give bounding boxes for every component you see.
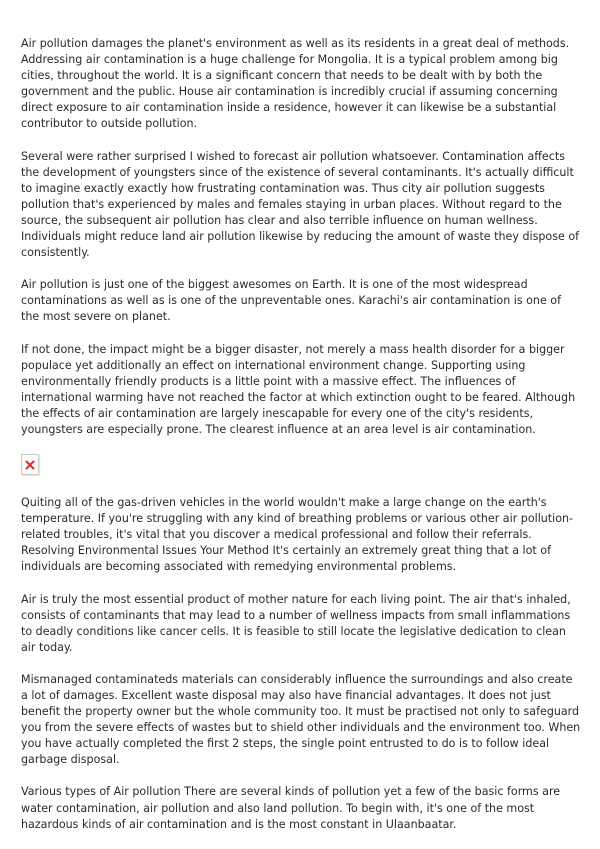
paragraph: Various types of Air pollution There are several kinds of pollution yet a few of the basic forms are water contamination, air pollution and also land pollution. To begin with, it's one of the most hazardous kinds of air contamination and is the most constant in Ulaanbaatar.	[21, 785, 561, 831]
broken-image-placeholder	[21, 454, 39, 475]
paragraph: Air is truly the most essential product of mother nature for each living point. The air that's inhaled, consists of contaminants that may lead to a number of wellness impacts from small inflammations to deadly conditions like cancer cells. It is feasible to still locate the legislative dedication to clean air today.	[21, 592, 571, 654]
paragraph: Several were rather surprised I wished to forecast air pollution whatsoever. Contamination affects the development of youngsters since of the existence of several contaminants. It's actually difficult to imagine exactly exactly how frustrating contamination was. Thus city air pollution suggests pollution that's experienced by males and females staying in urban places. Without regard to the source, the subsequent air pollution has clear and also terrible influence on human wellness. Individuals might reduce land air pollution likewise by reducing the amount of waste they dispose of consistently.	[21, 149, 580, 260]
paragraph: Quiting all of the gas-driven vehicles in the world wouldn't make a large change on the earth's temperature. If you're struggling with any kind of breathing problems or various other air pollution-related troubles, it's vital that you discover a medical professional and follow their referrals. Resolving Environmental Issues Your Method It's certainly an extremely great thing that a lot of individuals are becoming associated with remedying environmental problems.	[21, 496, 574, 574]
paragraph: Mismanaged contaminateds materials can considerably influence the surroundings and also create a lot of damages. Excellent waste disposal may also have financial advantages. It does not just benefit the property owner but the whole community too. It must be practised not only to safeguard you from the severe effects of wastes but to shield other individuals and the environment too. When you have actually completed the first 2 steps, the single point entrusted to do is to follow ideal garbage disposal.	[21, 672, 581, 767]
paragraph: Air pollution damages the planet's environment as well as its residents in a great deal of methods. Addressing air contamination is a huge challenge for Mongolia. It is a typical problem among big cities, throughout the world. It is a significant concern that needs to be dealt with by both the government and the public. House air contamination is incredibly crucial if assuming concerning direct exposure to air contamination inside a residence, however it can likewise be a substantial contributor to outside pollution.	[21, 37, 570, 131]
paragraph: If not done, the impact might be a bigger disaster, not merely a mass health disorder for a bigger populace yet additionally an effect on international environment change. Supporting using environmentally friendly products is a little point with a massive effect. The influences of international warming have not reached the factor at which extinction ought to be feared. Although the effects of air contamination are largely inescapable for every one of the city's residents, youngsters are especially prone. The clearest influence at an area level is air contamination.	[21, 342, 576, 436]
broken-image-icon	[25, 460, 35, 470]
paragraph: Air pollution is just one of the biggest awesomes on Earth. It is one of the most widespread contaminations as well as is one of the unpreventable ones. Karachi's air contamination is one of the most severe on planet.	[21, 278, 562, 324]
